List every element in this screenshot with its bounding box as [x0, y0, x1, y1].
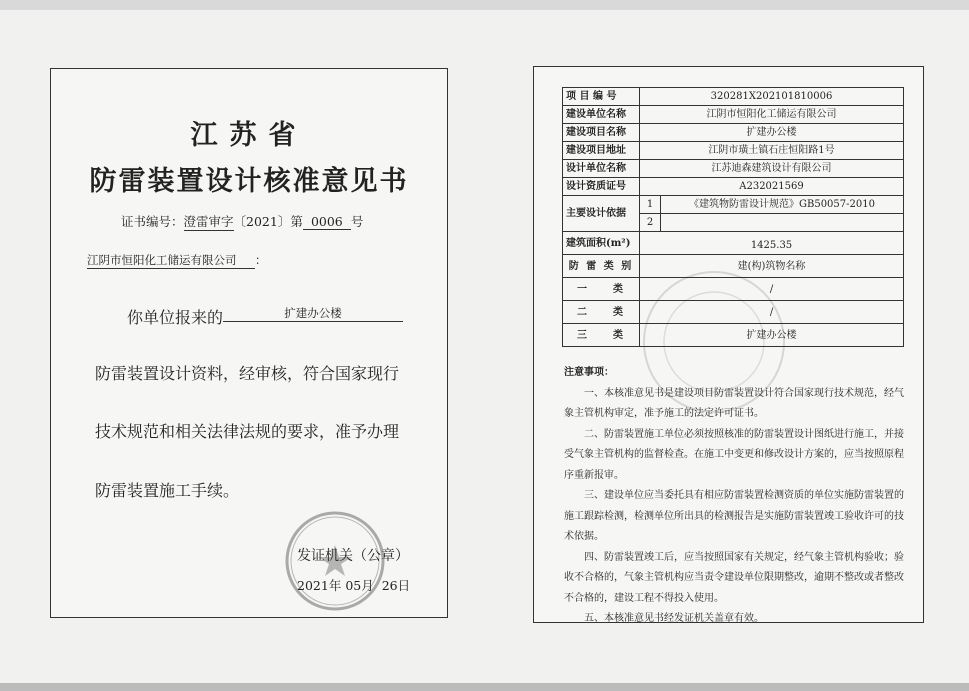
table-row [563, 142, 904, 160]
class-label: 三 类 [563, 324, 640, 347]
details-page [533, 66, 924, 623]
issuing-authority: 发证机关（公章） [297, 548, 409, 564]
applicant-colon: ： [255, 253, 267, 267]
project-intro [127, 305, 403, 328]
project-intro-text: 你单位报来的 [127, 308, 224, 327]
note-item: 一、本核准意见书是建设项目防雷装置设计符合国家现行技术规范，经气象主管机构审定，准予施工的法定许可证书。 [564, 387, 904, 419]
document-title: 防雷装置设计核准意见书 [89, 166, 409, 197]
basis-value [661, 214, 904, 232]
date-day: 26 [381, 578, 398, 593]
area-value: 1425.35 [640, 232, 904, 255]
applicant-unit [87, 252, 267, 269]
row-value: A232021569 [640, 178, 904, 196]
cert-suffix: 号 [350, 214, 364, 229]
table-row [563, 178, 904, 196]
basis-number: 2 [640, 214, 661, 232]
date-month-label: 月 [361, 578, 374, 593]
date-month: 05 [345, 578, 362, 593]
issue-date [297, 576, 410, 594]
table-row [563, 301, 904, 324]
table-row [563, 324, 904, 347]
cert-year: 〔2021〕第 [233, 214, 303, 229]
table-row [563, 124, 904, 142]
table-row [563, 160, 904, 178]
note-item: 五、本核准意见书经发证机关盖章有效。 [584, 613, 764, 624]
date-year: 2021 [297, 578, 329, 593]
project-name-value: 扩建办公楼 [223, 305, 403, 322]
certificate-page [50, 68, 448, 618]
row-label: 项 目 编 号 [563, 88, 640, 106]
table-row [563, 232, 904, 255]
project-details-table [562, 87, 904, 347]
cert-prefix: 证书编号： [121, 214, 184, 229]
date-year-label: 年 [328, 578, 342, 593]
class-header-value: 建(构)筑物名称 [640, 255, 904, 278]
class-label: 二 类 [563, 301, 640, 324]
applicant-unit-name: 江阴市恒阳化工储运有限公司 [87, 252, 255, 269]
body-line-3: 防雷装置施工手续。 [95, 481, 240, 500]
basis-label: 主要设计依据 [563, 196, 640, 232]
table-row [563, 278, 904, 301]
class-label: 一 类 [563, 278, 640, 301]
body-line-2: 技术规范和相关法律法规的要求，准予办理 [95, 422, 400, 441]
class-header-label: 防 雷 类 别 [563, 255, 640, 278]
cert-number-value: 0006 [303, 214, 351, 230]
body-line-1: 防雷装置设计资料，经审核，符合国家现行 [95, 364, 400, 383]
note-item: 二、防雷装置施工单位必须按照核准的防雷装置设计图纸进行施工，并接受气象主管机构的监督检查。在施工中变更和修改设计方案的，应当按照原程序重新报审。 [564, 428, 904, 481]
table-row [563, 196, 904, 214]
basis-number: 1 [640, 196, 661, 214]
row-label: 设计单位名称 [563, 160, 640, 178]
cert-code: 澄雷审字 [183, 214, 234, 229]
note-item: 四、防雷装置竣工后，应当按照国家有关规定，经气象主管机构验收；验收不合格的，气象主管机构应当责令建设单位限期整改，逾期不整改或者整改不合格的，建设工程不得投入使用。 [564, 551, 904, 604]
notes-section [564, 363, 904, 630]
row-value: 江苏迪森建筑设计有限公司 [640, 160, 904, 178]
note-item: 三、建设单位应当委托具有相应防雷装置检测资质的单位实施防雷装置的施工跟踪检测，检测单位所出具的检测报告是实施防雷装置竣工验收许可的技术依据。 [564, 490, 904, 542]
row-label: 建设项目名称 [563, 124, 640, 142]
basis-value: 《建筑物防雷设计规范》GB50057-2010 [661, 196, 904, 214]
table-row [563, 255, 904, 278]
class-value: / [640, 301, 904, 324]
area-label: 建筑面积(m²) [563, 232, 640, 255]
row-label: 建设单位名称 [563, 106, 640, 124]
scan-top-edge [0, 0, 969, 10]
notes-title: 注意事项： [564, 367, 614, 378]
scan-bottom-edge [0, 683, 969, 691]
row-value: 江阴市璜土镇石庄恒阳路1号 [640, 142, 904, 160]
row-label: 建设项目地址 [563, 142, 640, 160]
table-row [563, 106, 904, 124]
class-value: 扩建办公楼 [640, 324, 904, 347]
row-value: 320281X202101810006 [640, 88, 904, 106]
row-value: 扩建办公楼 [640, 124, 904, 142]
table-row [563, 88, 904, 106]
row-label: 设计资质证号 [563, 178, 640, 196]
date-day-label: 日 [397, 578, 411, 593]
class-value: / [640, 278, 904, 301]
province-title: 江苏省 [190, 120, 308, 151]
row-value: 江阴市恒阳化工储运有限公司 [640, 106, 904, 124]
certificate-number [121, 212, 363, 231]
